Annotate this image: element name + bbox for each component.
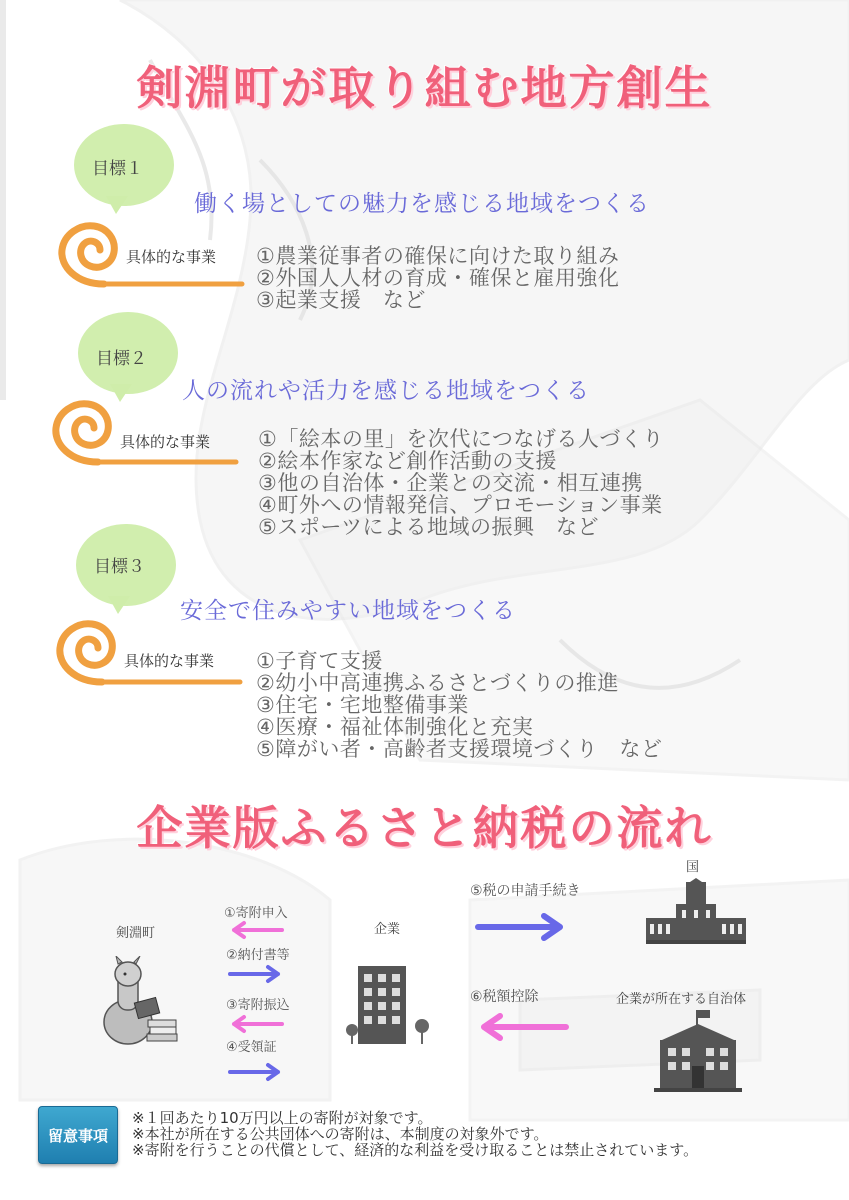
alpaca-reading-icon — [92, 956, 184, 1048]
step-label: ①寄附申入 — [224, 906, 288, 921]
list-item: ④医療・福祉体制強化と充実 — [256, 715, 534, 739]
city-hall-icon — [650, 1010, 746, 1092]
project-list — [256, 245, 619, 311]
note-line: ※１回あたり10万円以上の寄附が対象です。 — [132, 1109, 433, 1127]
goal-heading: 人の流れや活力を感じる地域をつくる — [182, 378, 590, 404]
goal-bubble-tail — [108, 596, 130, 614]
list-item: ⑤スポーツによる地域の振興 など — [258, 515, 599, 539]
local-gov-label: 企業が所在する自治体 — [616, 992, 747, 1007]
country-label: 国 — [686, 860, 700, 875]
notes-label-box — [38, 1106, 118, 1164]
note-line: ※寄附を行うことの代償として、経済的な利益を受け取ることは禁止されています。 — [132, 1141, 699, 1159]
step-label: ⑥税額控除 — [470, 989, 539, 1005]
goal-label: 目標１ — [92, 159, 143, 179]
goal-heading: 安全で住みやすい地域をつくる — [180, 598, 516, 624]
office-building-icon — [344, 960, 436, 1046]
list-item: ②外国人人材の育成・確保と雇用強化 — [256, 266, 620, 290]
list-item: ①子育て支援 — [256, 649, 383, 673]
arrow-right-icon — [228, 1062, 284, 1082]
step-label: ⑤税の申請手続き — [470, 883, 581, 899]
list-item: ③他の自治体・企業との交流・相互連携 — [258, 471, 643, 495]
list-item: ②絵本作家など創作活動の支援 — [258, 449, 557, 473]
list-item: ⑤障がい者・高齢者支援環境づくり など — [256, 737, 663, 761]
flow-title: 企業版ふるさと納税の流れ — [136, 801, 713, 855]
list-item: ②幼小中高連携ふるさとづくりの推進 — [256, 671, 619, 695]
page-title: 剣淵町が取り組む地方創生 — [136, 61, 713, 115]
list-item: ③起業支援 など — [256, 288, 426, 312]
national-diet-building-icon — [646, 878, 746, 946]
project-list — [256, 650, 662, 760]
notes-label: 留意事項 — [47, 1126, 108, 1145]
list-item: ③住宅・宅地整備事業 — [256, 693, 469, 717]
goal-heading: 働く場としての魅力を感じる地域をつくる — [194, 191, 650, 217]
list-item: ④町外への情報発信、プロモーション事業 — [258, 493, 663, 517]
company-label: 企業 — [374, 922, 401, 937]
note-line: ※本社が所在する公共団体への寄附は、本制度の対象外です。 — [132, 1125, 549, 1143]
arrow-right-icon — [474, 912, 566, 942]
project-list — [258, 428, 664, 538]
arrow-right-icon — [228, 964, 284, 984]
notes-list — [132, 1110, 698, 1158]
projects-label: 具体的な事業 — [124, 652, 215, 670]
projects-label: 具体的な事業 — [126, 248, 217, 266]
goal-bubble-tail — [106, 196, 128, 214]
arrow-left-icon — [478, 1012, 570, 1042]
list-item: ①「絵本の里」を次代につなげる人づくり — [258, 427, 664, 451]
town-label: 剣淵町 — [116, 926, 156, 941]
goal-label: 目標３ — [94, 557, 145, 577]
arrow-left-icon — [228, 1014, 284, 1034]
list-item: ①農業従事者の確保に向けた取り組み — [256, 244, 620, 268]
step-label: ④受領証 — [226, 1040, 277, 1055]
step-label: ③寄附振込 — [226, 998, 290, 1013]
goal-label: 目標２ — [96, 349, 147, 369]
projects-label: 具体的な事業 — [120, 433, 211, 451]
step-label: ②納付書等 — [226, 948, 290, 963]
arrow-left-icon — [228, 920, 284, 940]
